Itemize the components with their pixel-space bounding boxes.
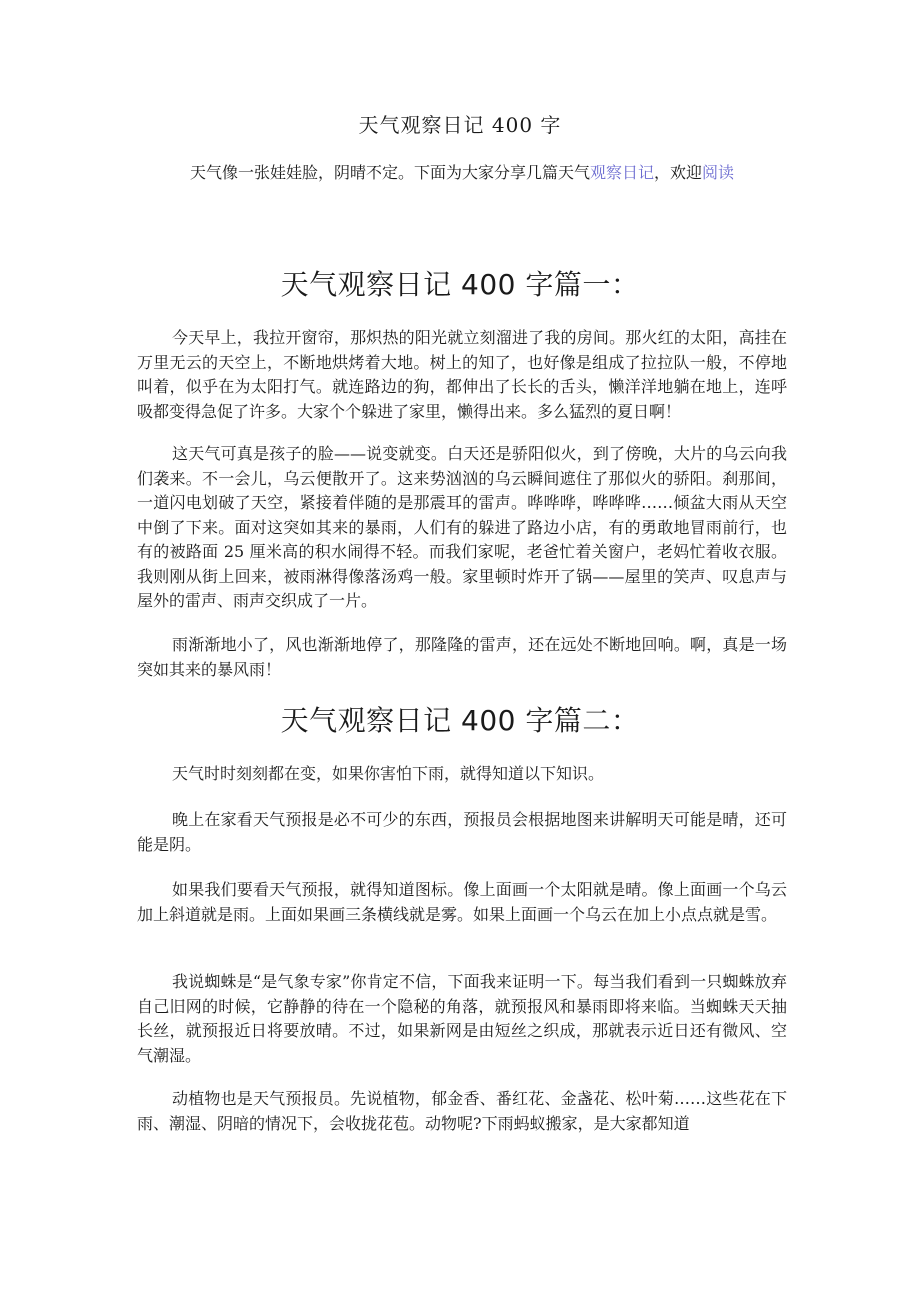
section-1-heading: 天气观察日记 400 字篇一： xyxy=(280,268,640,301)
section-1-paragraph-2: 这天气可真是孩子的脸——说变就变。白天还是骄阳似火，到了傍晚，大片的乌云向我们袭来。不一会儿，乌云便散开了。这来势汹汹的乌云瞬间遮住了那似火的骄阳。刹那间，一道闪电划破了天空，紧接着伴随的是那震耳的雷声。哗哗哗，哗哗哗……倾盆大雨从天空中倒了下来。面对这突如其来的暴雨，人们有的躲进了路边小店，有的勇敢地冒雨前行，也有的被路面 25 厘米高的积水闹得不轻。而我们家呢，老爸忙着关窗户，老妈忙着收衣服。我则刚从街上回来，被雨淋得像落汤鸡一般。家里顿时炸开了锅——屋里的笑声、叹息声与屋外的雷声、雨声交织成了一片。 xyxy=(137,444,787,610)
section-2-paragraph-4: 我说蜘蛛是“是气象专家”你肯定不信，下面我来证明一下。每当我们看到一只蜘蛛放弃自己旧网的时候，它静静的待在一个隐秘的角落，就预报风和暴雨即将来临。当蜘蛛天天抽长丝，就预报近日将要放晴。不过，如果新网是由短丝之织成，那就表示近日还有微风、空气潮湿。 xyxy=(137,972,787,1065)
section-2-heading: 天气观察日记 400 字篇二： xyxy=(280,704,640,737)
section-1-paragraph-3: 雨渐渐地小了，风也渐渐地停了，那隆隆的雷声，还在远处不断地回响。啊，真是一场突如其来的暴风雨！ xyxy=(137,635,787,679)
observation-diary-link[interactable]: 观察日记 xyxy=(589,163,654,182)
section-2-paragraph-2: 晚上在家看天气预报是必不可少的东西，预报员会根据地图来讲解明天可能是晴，还可能是阴。 xyxy=(137,810,787,854)
read-link[interactable]: 阅读 xyxy=(702,163,735,182)
intro-text-between: ，欢迎 xyxy=(654,163,703,182)
section-1-paragraph-1: 今天早上，我拉开窗帘，那炽热的阳光就立刻溜进了我的房间。那火红的太阳，高挂在万里无云的天空上，不断地烘烤着大地。树上的知了，也好像是组成了拉拉队一般，不停地叫着，似乎在为太阳打气。就连路边的狗，都伸出了长长的舌头，懒洋洋地躺在地上，连呼吸都变得急促了许多。大家个个躲进了家里，懒得出来。多么猛烈的夏日啊！ xyxy=(137,328,787,421)
section-2-paragraph-1: 天气时时刻刻都在变，如果你害怕下雨，就得知道以下知识。 xyxy=(172,764,605,783)
section-2-paragraph-5: 动植物也是天气预报员。先说植物，郁金香、番红花、金盏花、松叶菊……这些花在下雨、潮湿、阴暗的情况下，会收拢花苞。动物呢?下雨蚂蚁搬家，是大家都知道 xyxy=(137,1089,787,1133)
document-title: 天气观察日记 400 字 xyxy=(358,113,562,137)
section-2-paragraph-3: 如果我们要看天气预报，就得知道图标。像上面画一个太阳就是晴。像上面画一个乌云加上斜道就是雨。上面如果画三条横线就是雾。如果上面画一个乌云在加上小点点就是雪。 xyxy=(137,880,787,924)
intro-paragraph xyxy=(137,160,787,186)
intro-text: 天气像一张娃娃脸，阴晴不定。下面为大家分享几篇天气 xyxy=(189,163,590,182)
